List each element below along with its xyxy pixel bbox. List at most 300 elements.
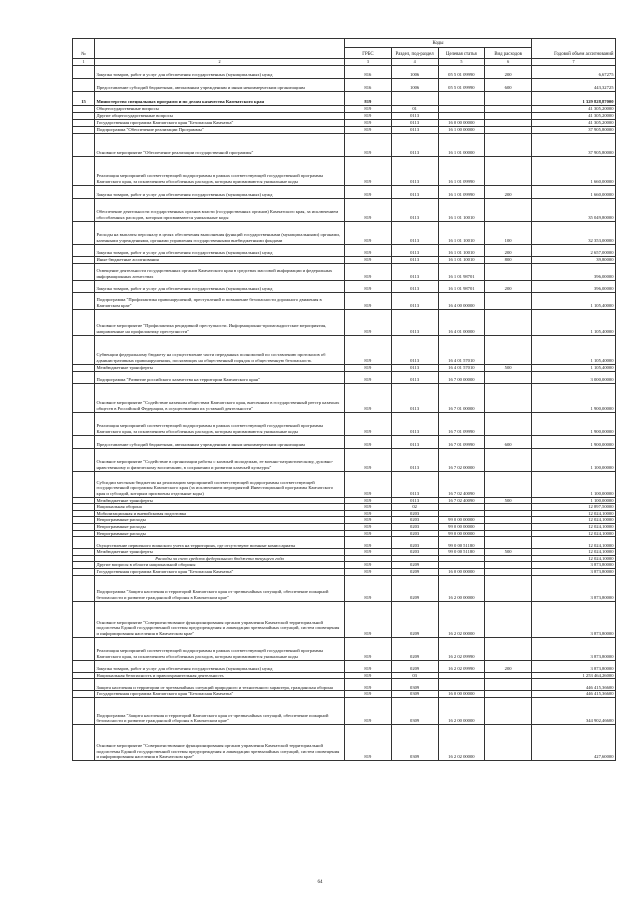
row-razdel: 0113 bbox=[391, 448, 438, 471]
row-number bbox=[73, 504, 95, 511]
row-celevaya: 16 1 01 10010 bbox=[438, 244, 485, 256]
row-sum: 12 024,10000 bbox=[532, 510, 616, 517]
row-number bbox=[73, 198, 95, 221]
row-name: Закупка товаров, работ и услуг для обеспечения государственных (муниципальных) нужд bbox=[95, 65, 345, 78]
row-grbs: 819 bbox=[345, 517, 392, 524]
table-row bbox=[73, 309, 616, 335]
row-number bbox=[73, 679, 95, 691]
row-sum: 37 905,80000 bbox=[532, 126, 616, 133]
row-number bbox=[73, 562, 95, 569]
row-grbs: 819 bbox=[345, 91, 392, 105]
row-sum: 1 100,00000 bbox=[532, 471, 616, 497]
row-razdel: 0209 bbox=[391, 568, 438, 575]
row-sum: 37 905,80000 bbox=[532, 133, 616, 156]
table-row bbox=[73, 471, 616, 497]
row-name: Непрограммные расходы bbox=[95, 530, 345, 537]
row-vid: 100 bbox=[485, 221, 532, 244]
row-razdel: 0203 bbox=[391, 537, 438, 549]
table-row bbox=[73, 679, 616, 691]
header-num-7: 7 bbox=[532, 59, 616, 66]
row-celevaya: 99 0 00 51180 bbox=[438, 549, 485, 556]
row-celevaya: 16 2 00 00000 bbox=[438, 697, 485, 724]
row-celevaya: 16 1 00 00000 bbox=[438, 126, 485, 133]
row-grbs: 819 bbox=[345, 263, 392, 280]
row-grbs: 819 bbox=[345, 119, 392, 126]
row-sum: 3 000,00000 bbox=[532, 371, 616, 383]
row-name: Другие вопросы в области национальной обороны bbox=[95, 562, 345, 569]
row-grbs: 819 bbox=[345, 497, 392, 504]
row-name: Межбюджетные трансферты bbox=[95, 497, 345, 504]
row-grbs: 819 bbox=[345, 471, 392, 497]
row-vid bbox=[485, 105, 532, 112]
table-row bbox=[73, 562, 616, 569]
table-row bbox=[73, 91, 616, 105]
row-celevaya: 16 1 01 98701 bbox=[438, 263, 485, 280]
row-number bbox=[73, 537, 95, 549]
row-name: Основное мероприятие "Совершенствование функционирования органов управления Камчатской территориальной подсистемы Единой государственной системы предупреждения и ликвидации чрезвычайных ситуаций, систем оповещения и информирования населения в Камчатском крае" bbox=[95, 601, 345, 637]
row-vid bbox=[485, 517, 532, 524]
row-sum: 1 900,00000 bbox=[532, 412, 616, 435]
row-grbs: 819 bbox=[345, 672, 392, 679]
row-celevaya bbox=[438, 555, 485, 562]
row-number bbox=[73, 383, 95, 412]
row-vid bbox=[485, 383, 532, 412]
table-row bbox=[73, 383, 616, 412]
row-razdel: 0113 bbox=[391, 156, 438, 185]
row-number bbox=[73, 510, 95, 517]
row-number bbox=[73, 119, 95, 126]
row-celevaya: 16 7 01 09990 bbox=[438, 412, 485, 435]
row-sum: 1 105,40000 bbox=[532, 335, 616, 364]
row-celevaya: 16 7 00 00000 bbox=[438, 371, 485, 383]
row-celevaya: 16 2 00 00000 bbox=[438, 575, 485, 601]
row-number bbox=[73, 256, 95, 263]
table-row bbox=[73, 637, 616, 660]
row-grbs: 819 bbox=[345, 504, 392, 511]
row-number bbox=[73, 185, 95, 198]
row-razdel: 0209 bbox=[391, 660, 438, 672]
row-celevaya: 16 7 01 00000 bbox=[438, 383, 485, 412]
row-sum: 3 873,80000 bbox=[532, 601, 616, 637]
row-celevaya: 16 1 01 10010 bbox=[438, 198, 485, 221]
row-vid bbox=[485, 555, 532, 562]
row-sum: 2 657,00000 bbox=[532, 244, 616, 256]
row-name: Защита населения и территории от чрезвычайных ситуаций природного и техногенного характера, гражданская оборона bbox=[95, 679, 345, 691]
table-row bbox=[73, 256, 616, 263]
row-name: Государственная программа Камчатского края "Безопасная Камчатка" bbox=[95, 691, 345, 698]
row-sum: 12 024,10000 bbox=[532, 530, 616, 537]
row-number bbox=[73, 517, 95, 524]
row-razdel: 0113 bbox=[391, 221, 438, 244]
row-celevaya: 16 4 01 57010 bbox=[438, 335, 485, 364]
row-razdel bbox=[391, 91, 438, 105]
row-name: Подпрограмма "Защита населения и территорий Камчатского края от чрезвычайных ситуаций, обеспечение пожарной безопасности и развитие гражданской обороны в Камчатском крае" bbox=[95, 697, 345, 724]
row-celevaya bbox=[438, 679, 485, 691]
row-celevaya bbox=[438, 562, 485, 569]
row-vid bbox=[485, 126, 532, 133]
row-razdel: 0113 bbox=[391, 112, 438, 119]
row-name: Мобилизационная и вневойсковая подготовка bbox=[95, 510, 345, 517]
row-number bbox=[73, 309, 95, 335]
row-razdel: 0309 bbox=[391, 679, 438, 691]
row-vid: 800 bbox=[485, 256, 532, 263]
header-num-2: 2 bbox=[95, 59, 345, 66]
row-razdel: 0113 bbox=[391, 263, 438, 280]
row-celevaya bbox=[438, 510, 485, 517]
row-vid bbox=[485, 575, 532, 601]
row-grbs: 819 bbox=[345, 568, 392, 575]
row-grbs: 819 bbox=[345, 185, 392, 198]
row-vid: 600 bbox=[485, 78, 532, 91]
row-celevaya bbox=[438, 105, 485, 112]
row-razdel: 0113 bbox=[391, 371, 438, 383]
table-row bbox=[73, 530, 616, 537]
row-number bbox=[73, 435, 95, 448]
row-sum: 12 897,50000 bbox=[532, 504, 616, 511]
header-grbs: ГРБС bbox=[345, 48, 392, 59]
row-number bbox=[73, 112, 95, 119]
row-celevaya: 99 0 00 00000 bbox=[438, 530, 485, 537]
table-row bbox=[73, 156, 616, 185]
row-vid: 200 bbox=[485, 65, 532, 78]
row-celevaya: 16 4 00 00000 bbox=[438, 292, 485, 309]
table-row bbox=[73, 724, 616, 760]
row-vid: 500 bbox=[485, 497, 532, 504]
row-grbs: 819 bbox=[345, 562, 392, 569]
row-vid bbox=[485, 601, 532, 637]
row-grbs: 819 bbox=[345, 549, 392, 556]
row-name: Государственная программа Камчатского края "Безопасная Камчатка" bbox=[95, 568, 345, 575]
row-razdel: 0309 bbox=[391, 697, 438, 724]
header-razdel: Раздел, под-раздел bbox=[391, 48, 438, 59]
table-row bbox=[73, 575, 616, 601]
row-name: Национальная оборона bbox=[95, 504, 345, 511]
row-grbs: 816 bbox=[345, 78, 392, 91]
row-name: Межбюджетные трансферты bbox=[95, 549, 345, 556]
row-vid: 200 bbox=[485, 244, 532, 256]
row-celevaya: 05 5 01 09990 bbox=[438, 78, 485, 91]
row-sum: 3 873,80000 bbox=[532, 575, 616, 601]
row-grbs: 819 bbox=[345, 198, 392, 221]
table-row bbox=[73, 672, 616, 679]
table-row bbox=[73, 523, 616, 530]
row-sum: 1 105,40000 bbox=[532, 364, 616, 371]
row-number bbox=[73, 371, 95, 383]
row-razdel bbox=[391, 555, 438, 562]
row-sum: 1 900,00000 bbox=[532, 383, 616, 412]
header-celevaya: Целевая статья bbox=[438, 48, 485, 59]
row-sum: 3 873,80000 bbox=[532, 660, 616, 672]
row-vid bbox=[485, 537, 532, 549]
row-number bbox=[73, 78, 95, 91]
row-celevaya: 16 2 02 09990 bbox=[438, 637, 485, 660]
row-celevaya: 16 7 02 40090 bbox=[438, 497, 485, 504]
row-sum: 1 329 828,87000 bbox=[532, 91, 616, 105]
row-razdel: 0113 bbox=[391, 412, 438, 435]
table-row bbox=[73, 517, 616, 524]
table-row bbox=[73, 65, 616, 78]
row-sum: 41 305,20000 bbox=[532, 112, 616, 119]
row-name: Подпрограмма "Развитие российского казачества на территории Камчатского края" bbox=[95, 371, 345, 383]
row-number bbox=[73, 133, 95, 156]
row-name: Реализация мероприятий соответствующей подпрограммы в рамках соответствующей государственной программы Камчатского края, за исключением обособленных расходов, которым присваиваются уникальные коды bbox=[95, 156, 345, 185]
row-sum: 12 024,10000 bbox=[532, 555, 616, 562]
row-celevaya: 16 7 01 09990 bbox=[438, 435, 485, 448]
table-row bbox=[73, 510, 616, 517]
row-number bbox=[73, 697, 95, 724]
header-num-6: 6 bbox=[485, 59, 532, 66]
table-row bbox=[73, 537, 616, 549]
row-razdel: 0113 bbox=[391, 471, 438, 497]
row-grbs: 819 bbox=[345, 256, 392, 263]
row-razdel: 0203 bbox=[391, 523, 438, 530]
table-row bbox=[73, 112, 616, 119]
row-number bbox=[73, 523, 95, 530]
row-grbs: 819 bbox=[345, 309, 392, 335]
table-row bbox=[73, 371, 616, 383]
row-name: Основное мероприятие "Содействие казачьим обществам Камчатского края, внесенным в государственный реестр казачьих обществ в Российской Федерации, в осуществлении их уставной деятельности" bbox=[95, 383, 345, 412]
row-name: Иные бюджетные ассигнования bbox=[95, 256, 345, 263]
row-number bbox=[73, 244, 95, 256]
table-row bbox=[73, 555, 616, 562]
row-grbs: 819 bbox=[345, 575, 392, 601]
row-name: Межбюджетные трансферты bbox=[95, 364, 345, 371]
row-razdel: 0203 bbox=[391, 510, 438, 517]
row-number bbox=[73, 263, 95, 280]
row-celevaya: 16 4 01 57010 bbox=[438, 364, 485, 371]
row-grbs: 819 bbox=[345, 601, 392, 637]
row-name: Подпрограмма "Обеспечение реализации Программы" bbox=[95, 126, 345, 133]
row-celevaya: 16 2 02 00000 bbox=[438, 601, 485, 637]
row-name: Расходы за счет средств федерального бюджета текущего года bbox=[95, 555, 345, 562]
row-number bbox=[73, 530, 95, 537]
header-num-3: 3 bbox=[345, 59, 392, 66]
row-vid bbox=[485, 133, 532, 156]
table-row bbox=[73, 133, 616, 156]
row-celevaya bbox=[438, 112, 485, 119]
row-grbs bbox=[345, 555, 392, 562]
row-sum: 1 105,40000 bbox=[532, 309, 616, 335]
row-sum: 12 024,10000 bbox=[532, 537, 616, 549]
row-number: 15 bbox=[73, 91, 95, 105]
budget-table bbox=[72, 38, 616, 761]
table-row bbox=[73, 263, 616, 280]
row-sum: 12 024,10000 bbox=[532, 523, 616, 530]
row-celevaya bbox=[438, 672, 485, 679]
row-name: Основное мероприятие "Содействие в организации работы с казачьей молодежью, ее военно-патриотическому, духовно-нравственному и физическому воспитанию, в сохранении и развитии казачьей культуры" bbox=[95, 448, 345, 471]
row-sum: 1 100,00000 bbox=[532, 497, 616, 504]
row-celevaya: 16 7 02 00000 bbox=[438, 448, 485, 471]
row-number bbox=[73, 126, 95, 133]
row-sum: 32 353,00000 bbox=[532, 221, 616, 244]
table-row bbox=[73, 364, 616, 371]
row-razdel: 0203 bbox=[391, 530, 438, 537]
row-razdel: 0113 bbox=[391, 244, 438, 256]
row-number bbox=[73, 637, 95, 660]
header-num-5: 5 bbox=[438, 59, 485, 66]
header-total: Годовой объем ассигнований bbox=[532, 39, 616, 59]
row-grbs: 819 bbox=[345, 280, 392, 292]
row-vid bbox=[485, 335, 532, 364]
row-grbs: 819 bbox=[345, 221, 392, 244]
row-sum: 427,60000 bbox=[532, 724, 616, 760]
row-number bbox=[73, 555, 95, 562]
row-name: Закупка товаров, работ и услуг для обеспечения государственных (муниципальных) нужд bbox=[95, 185, 345, 198]
row-celevaya: 16 1 01 00000 bbox=[438, 133, 485, 156]
table-row bbox=[73, 435, 616, 448]
row-celevaya: 16 1 01 98701 bbox=[438, 280, 485, 292]
row-number bbox=[73, 549, 95, 556]
row-razdel: 0203 bbox=[391, 549, 438, 556]
row-name: Закупка товаров, работ и услуг для обеспечения государственных (муниципальных) нужд bbox=[95, 280, 345, 292]
table-row bbox=[73, 126, 616, 133]
row-celevaya: 99 0 00 51180 bbox=[438, 537, 485, 549]
table-row bbox=[73, 497, 616, 504]
row-vid bbox=[485, 471, 532, 497]
row-grbs: 819 bbox=[345, 126, 392, 133]
table-row bbox=[73, 549, 616, 556]
row-grbs: 819 bbox=[345, 523, 392, 530]
row-number bbox=[73, 65, 95, 78]
row-razdel: 1006 bbox=[391, 65, 438, 78]
row-razdel: 0113 bbox=[391, 256, 438, 263]
row-sum: 41 305,20000 bbox=[532, 119, 616, 126]
table-row bbox=[73, 221, 616, 244]
row-number bbox=[73, 497, 95, 504]
table-row bbox=[73, 601, 616, 637]
row-celevaya: 16 4 01 00000 bbox=[438, 309, 485, 335]
row-name: Расходы на выплаты персоналу в целях обеспечения выполнения функций государственными (муниципальными) органами, казенными учреждениями, органами управления государственными внебюджетными фондами bbox=[95, 221, 345, 244]
row-celevaya: 99 0 00 00000 bbox=[438, 523, 485, 530]
row-name: Предоставление субсидий бюджетным, автономным учреждениям и иным некоммерческим организациям bbox=[95, 435, 345, 448]
row-razdel: 03 bbox=[391, 672, 438, 679]
row-name: Освещение деятельности государственных органов Камчатского края в средствах массовой информации и федеральных информационных агентствах bbox=[95, 263, 345, 280]
row-grbs: 819 bbox=[345, 697, 392, 724]
row-grbs: 819 bbox=[345, 112, 392, 119]
row-razdel: 0113 bbox=[391, 435, 438, 448]
row-grbs: 819 bbox=[345, 156, 392, 185]
row-vid bbox=[485, 679, 532, 691]
row-celevaya bbox=[438, 504, 485, 511]
row-grbs: 819 bbox=[345, 133, 392, 156]
table-row bbox=[73, 185, 616, 198]
row-celevaya: 16 2 02 09990 bbox=[438, 660, 485, 672]
row-razdel: 0113 bbox=[391, 119, 438, 126]
row-razdel: 0113 bbox=[391, 383, 438, 412]
row-vid bbox=[485, 112, 532, 119]
row-razdel: 0113 bbox=[391, 133, 438, 156]
row-celevaya: 16 1 01 10010 bbox=[438, 256, 485, 263]
row-name: Непрограммные расходы bbox=[95, 517, 345, 524]
row-vid bbox=[485, 292, 532, 309]
row-vid bbox=[485, 448, 532, 471]
row-sum: 443,32725 bbox=[532, 78, 616, 91]
table-row bbox=[73, 448, 616, 471]
row-sum: 3 873,80000 bbox=[532, 568, 616, 575]
row-razdel: 0113 bbox=[391, 309, 438, 335]
row-grbs: 819 bbox=[345, 660, 392, 672]
row-sum: 446 415,36600 bbox=[532, 691, 616, 698]
row-celevaya: 16 0 00 00000 bbox=[438, 691, 485, 698]
row-name: Подпрограмма "Защита населения и территорий Камчатского края от чрезвычайных ситуаций, обеспечение пожарной безопасности и развитие гражданской обороны в Камчатском крае" bbox=[95, 575, 345, 601]
row-vid bbox=[485, 691, 532, 698]
row-razdel: 0209 bbox=[391, 562, 438, 569]
header-vid: Вид расходов bbox=[485, 48, 532, 59]
row-number bbox=[73, 105, 95, 112]
row-razdel: 0113 bbox=[391, 335, 438, 364]
row-name: Основное мероприятие "Обеспечение реализации государственной программы" bbox=[95, 133, 345, 156]
table-row bbox=[73, 292, 616, 309]
row-vid bbox=[485, 562, 532, 569]
row-vid bbox=[485, 637, 532, 660]
row-name: Непрограммные расходы bbox=[95, 523, 345, 530]
row-grbs: 816 bbox=[345, 65, 392, 78]
row-grbs: 819 bbox=[345, 510, 392, 517]
row-sum: 1 253 464,26000 bbox=[532, 672, 616, 679]
row-sum: 396,00000 bbox=[532, 280, 616, 292]
row-sum: 35 049,80000 bbox=[532, 198, 616, 221]
row-number bbox=[73, 568, 95, 575]
row-celevaya: 99 0 00 00000 bbox=[438, 517, 485, 524]
row-name: Субвенции федеральному бюджету на осуществление части переданных полномочий по составлению протоколов об административных правонарушениях, посягающих на общественный порядок и общественную безопасность bbox=[95, 335, 345, 364]
row-vid: 500 bbox=[485, 549, 532, 556]
row-grbs: 819 bbox=[345, 691, 392, 698]
row-vid bbox=[485, 523, 532, 530]
table-row bbox=[73, 78, 616, 91]
table-row bbox=[73, 244, 616, 256]
row-razdel: 0113 bbox=[391, 364, 438, 371]
row-grbs: 819 bbox=[345, 412, 392, 435]
table-row bbox=[73, 105, 616, 112]
row-number bbox=[73, 601, 95, 637]
table-body bbox=[73, 65, 616, 760]
row-celevaya: 16 0 00 00000 bbox=[438, 119, 485, 126]
row-sum: 1 105,40000 bbox=[532, 292, 616, 309]
row-vid bbox=[485, 510, 532, 517]
row-grbs: 819 bbox=[345, 105, 392, 112]
table-row bbox=[73, 697, 616, 724]
table-row bbox=[73, 660, 616, 672]
row-grbs: 819 bbox=[345, 537, 392, 549]
row-razdel: 02 bbox=[391, 504, 438, 511]
row-grbs: 819 bbox=[345, 292, 392, 309]
row-sum: 396,00000 bbox=[532, 263, 616, 280]
row-grbs: 819 bbox=[345, 724, 392, 760]
row-sum: 3 873,80000 bbox=[532, 637, 616, 660]
row-vid: 500 bbox=[485, 364, 532, 371]
row-name: Государственная программа Камчатского края "Безопасная Камчатка" bbox=[95, 119, 345, 126]
row-celevaya: 16 1 01 10010 bbox=[438, 221, 485, 244]
row-grbs: 819 bbox=[345, 530, 392, 537]
row-sum: 446 415,36600 bbox=[532, 679, 616, 691]
row-number bbox=[73, 364, 95, 371]
row-grbs: 819 bbox=[345, 435, 392, 448]
row-grbs: 819 bbox=[345, 335, 392, 364]
row-grbs: 819 bbox=[345, 383, 392, 412]
row-celevaya: 16 2 02 00000 bbox=[438, 724, 485, 760]
row-vid bbox=[485, 263, 532, 280]
row-sum: 6,67275 bbox=[532, 65, 616, 78]
row-name: Общегосударственные вопросы bbox=[95, 105, 345, 112]
row-name: Основное мероприятие "Профилактика рецидивной преступности. Информационно-пропагандистские мероприятия, направленные на профилактику преступности" bbox=[95, 309, 345, 335]
header-num-1: 1 bbox=[73, 59, 95, 66]
row-razdel: 0113 bbox=[391, 292, 438, 309]
row-celevaya: 16 1 01 09990 bbox=[438, 156, 485, 185]
row-grbs: 819 bbox=[345, 637, 392, 660]
row-sum: 1 900,00000 bbox=[532, 435, 616, 448]
row-name: Реализация мероприятий соответствующей подпрограммы в рамках соответствующей государственной программы Камчатского края, за исключением обособленных расходов, которым присваиваются уникальные коды bbox=[95, 412, 345, 435]
row-number bbox=[73, 691, 95, 698]
